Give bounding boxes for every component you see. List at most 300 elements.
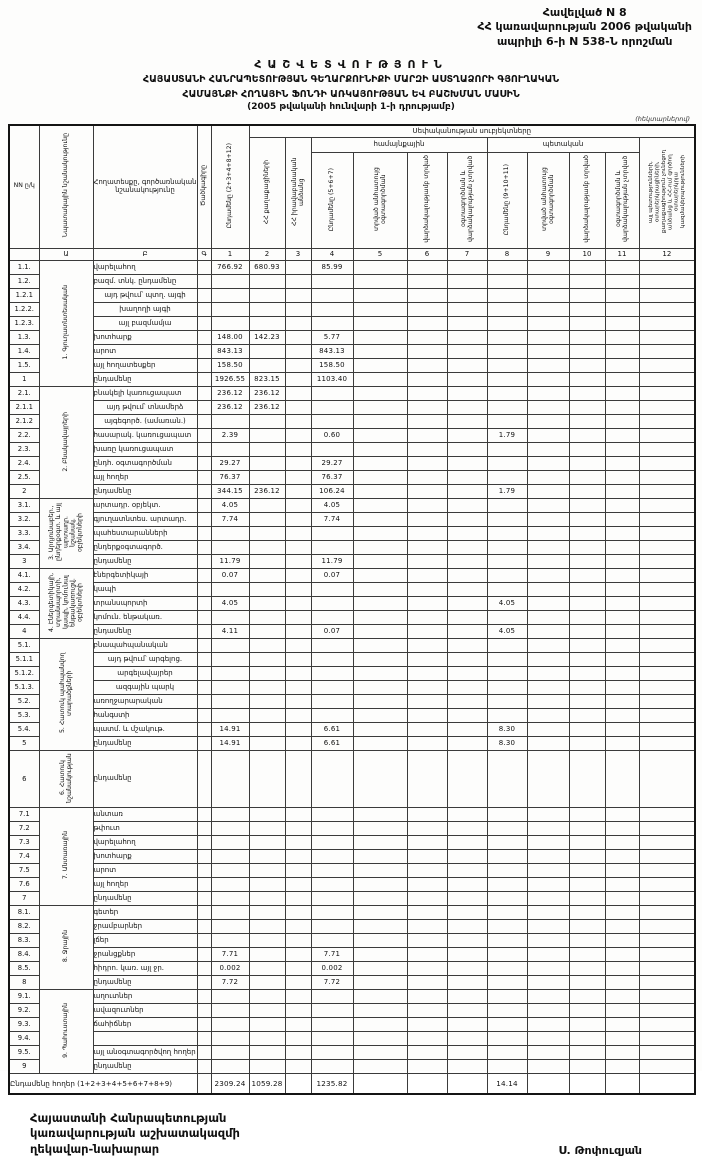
section-label-cell: 8. Ջրային [39, 905, 93, 989]
value-cell [353, 610, 407, 624]
value-cell [487, 933, 527, 947]
value-cell [605, 680, 639, 694]
value-cell [569, 302, 605, 316]
value-cell [353, 582, 407, 596]
value-cell [447, 708, 487, 722]
value-cell [569, 975, 605, 989]
value-cell [605, 526, 639, 540]
value-cell [569, 849, 605, 863]
value-cell: 29.27 [311, 456, 353, 470]
value-cell [407, 1045, 447, 1059]
value-cell: 148.00 [211, 330, 249, 344]
value-cell [527, 863, 569, 877]
value-cell [211, 1031, 249, 1045]
value-cell [569, 358, 605, 372]
code-cell [197, 877, 211, 891]
value-cell [407, 596, 447, 610]
value-cell [447, 722, 487, 736]
value-cell [311, 694, 353, 708]
table-row [9, 414, 695, 428]
table-row [9, 330, 695, 344]
value-cell: 680.93 [249, 260, 285, 274]
value-cell [605, 694, 639, 708]
value-cell [569, 344, 605, 358]
value-cell: 11.79 [311, 554, 353, 568]
value-cell [407, 694, 447, 708]
value-cell [311, 919, 353, 933]
value-cell: 0.002 [311, 961, 353, 975]
value-cell [527, 680, 569, 694]
row-number-cell: 1 [9, 372, 39, 386]
table-row [9, 400, 695, 414]
value-cell [487, 568, 527, 582]
value-cell [311, 638, 353, 652]
row-label-cell: ավազուտներ [93, 1003, 197, 1017]
value-cell [447, 961, 487, 975]
value-cell [487, 947, 527, 961]
value-cell [211, 288, 249, 302]
value-cell [285, 638, 311, 652]
value-cell [447, 484, 487, 498]
value-cell [407, 302, 447, 316]
value-cell [311, 708, 353, 722]
code-cell [197, 316, 211, 330]
code-cell [197, 498, 211, 512]
value-cell [211, 835, 249, 849]
value-cell [639, 652, 695, 666]
value-cell [353, 260, 407, 274]
signature-block [8, 1111, 694, 1158]
table-row [9, 540, 695, 554]
table-row [9, 989, 695, 1003]
code-cell [197, 1017, 211, 1031]
value-cell [527, 694, 569, 708]
value-cell [311, 414, 353, 428]
value-cell [447, 1017, 487, 1031]
value-cell [285, 554, 311, 568]
value-cell [211, 526, 249, 540]
value-cell [407, 736, 447, 750]
value-cell [353, 877, 407, 891]
value-cell [569, 807, 605, 821]
value-cell [211, 274, 249, 288]
row-label-cell: լճեր [93, 933, 197, 947]
value-cell [527, 400, 569, 414]
value-cell [285, 288, 311, 302]
code-cell [197, 863, 211, 877]
value-cell [353, 554, 407, 568]
value-cell [285, 526, 311, 540]
code-cell [197, 1073, 211, 1094]
value-cell [447, 596, 487, 610]
value-cell [249, 919, 285, 933]
value-cell [527, 1045, 569, 1059]
value-cell: 14.91 [211, 736, 249, 750]
value-cell [311, 750, 353, 807]
value-cell [285, 1073, 311, 1094]
value-cell [311, 989, 353, 1003]
value-cell [447, 1045, 487, 1059]
value-cell [487, 666, 527, 680]
value-cell [311, 596, 353, 610]
value-cell [447, 877, 487, 891]
row-number-cell: 7.5 [9, 863, 39, 877]
value-cell: 4.11 [211, 624, 249, 638]
value-cell [407, 470, 447, 484]
value-cell: 0.07 [211, 568, 249, 582]
value-cell [527, 386, 569, 400]
value-cell [569, 989, 605, 1003]
value-cell [639, 694, 695, 708]
col-header-landtype: Հողատեսքը, գործառնական նշանակությունը [93, 125, 197, 249]
value-cell [527, 260, 569, 274]
row-number-cell: 5.3. [9, 708, 39, 722]
value-cell [353, 666, 407, 680]
value-cell [605, 358, 639, 372]
code-cell [197, 288, 211, 302]
value-cell [447, 933, 487, 947]
table-row [9, 877, 695, 891]
value-cell [527, 638, 569, 652]
value-cell [249, 302, 285, 316]
value-cell [285, 624, 311, 638]
value-cell [639, 1003, 695, 1017]
value-cell [527, 905, 569, 919]
column-index-cell: 10 [569, 248, 605, 260]
value-cell [407, 316, 447, 330]
value-cell [527, 947, 569, 961]
row-label-cell: գետեր [93, 905, 197, 919]
row-label-cell: պահեստարանների [93, 526, 197, 540]
value-cell [211, 750, 249, 807]
value-cell [285, 344, 311, 358]
row-label-cell: կապի [93, 582, 197, 596]
row-label-cell: այգեգործ. (ամառան.) [93, 414, 197, 428]
col-header-purpose: Նպատակային նշանակությունը [39, 125, 93, 249]
row-number-cell: 8.5. [9, 961, 39, 975]
value-cell [353, 330, 407, 344]
value-cell [285, 835, 311, 849]
col-subheader: օգտագործման և վարձակալության չտրված [605, 153, 639, 249]
column-index-cell: Ա [39, 248, 93, 260]
col-header-code: Ծածկագիրը [197, 125, 211, 249]
value-cell [569, 1045, 605, 1059]
value-cell [407, 1059, 447, 1073]
value-cell [527, 975, 569, 989]
row-number-cell: 8.4. [9, 947, 39, 961]
row-number-cell: 1.2.1 [9, 288, 39, 302]
value-cell [487, 863, 527, 877]
value-cell [639, 344, 695, 358]
value-cell [447, 863, 487, 877]
value-cell [569, 288, 605, 302]
value-cell [487, 821, 527, 835]
row-number-cell: 7.1 [9, 807, 39, 821]
value-cell: 1059.28 [249, 1073, 285, 1094]
report-as-of-date: (2005 թվականի հունվարի 1-ի դրությամբ) [247, 101, 455, 112]
code-cell [197, 582, 211, 596]
value-cell [447, 849, 487, 863]
value-cell [569, 638, 605, 652]
value-cell [527, 736, 569, 750]
value-cell [353, 736, 407, 750]
table-row [9, 694, 695, 708]
table-row [9, 835, 695, 849]
code-cell [197, 961, 211, 975]
value-cell [211, 540, 249, 554]
value-cell [285, 582, 311, 596]
row-number-cell: 5.1.3. [9, 680, 39, 694]
value-cell [605, 274, 639, 288]
value-cell [249, 1017, 285, 1031]
value-cell [407, 624, 447, 638]
value-cell [353, 933, 407, 947]
value-cell [311, 821, 353, 835]
value-cell [311, 386, 353, 400]
value-cell [311, 680, 353, 694]
value-cell [527, 274, 569, 288]
row-label-cell: ընդամենը [93, 554, 197, 568]
column-index-cell: Բ [93, 248, 197, 260]
row-number-cell: 3.3. [9, 526, 39, 540]
value-cell [407, 919, 447, 933]
value-cell [447, 526, 487, 540]
value-cell [487, 807, 527, 821]
value-cell [605, 722, 639, 736]
value-cell [407, 1017, 447, 1031]
table-row [9, 863, 695, 877]
value-cell [569, 905, 605, 919]
value-cell [569, 274, 605, 288]
row-number-cell: 9.5. [9, 1045, 39, 1059]
row-label-cell: առողջարարական [93, 694, 197, 708]
table-row [9, 624, 695, 638]
value-cell: 7.71 [211, 947, 249, 961]
value-cell [447, 1073, 487, 1094]
code-cell [197, 891, 211, 905]
value-cell [407, 638, 447, 652]
code-cell [197, 835, 211, 849]
row-number-cell: 9.2. [9, 1003, 39, 1017]
value-cell [285, 470, 311, 484]
value-cell [285, 821, 311, 835]
section-label-cell: 7. Անտառային [39, 807, 93, 905]
table-row [9, 1059, 695, 1073]
value-cell [285, 919, 311, 933]
row-number-cell: 2 [9, 484, 39, 498]
value-cell [527, 835, 569, 849]
value-cell [407, 344, 447, 358]
value-cell [407, 610, 447, 624]
value-cell [353, 456, 407, 470]
value-cell [407, 821, 447, 835]
row-label-cell: վարելահող [93, 260, 197, 274]
value-cell [605, 288, 639, 302]
value-cell [407, 414, 447, 428]
value-cell [527, 1003, 569, 1017]
table-row [9, 274, 695, 288]
row-number-cell: 2.5. [9, 470, 39, 484]
value-cell [211, 680, 249, 694]
value-cell [353, 1045, 407, 1059]
value-cell [249, 512, 285, 526]
value-cell [569, 414, 605, 428]
value-cell [605, 919, 639, 933]
value-cell [639, 316, 695, 330]
value-cell [353, 288, 407, 302]
value-cell [249, 358, 285, 372]
value-cell [569, 877, 605, 891]
value-cell: 8.30 [487, 736, 527, 750]
table-row [9, 975, 695, 989]
value-cell [447, 442, 487, 456]
signatory-name: Ս. Թոփուզյան [558, 1143, 642, 1157]
report-subtitle-line1: ՀԱՅԱՍՏԱՆԻ ՀԱՆՐԱՊԵՏՈՒԹՅԱՆ ԳԵՂԱՐՔՈՒՆԻՔԻ ՄԱՐԶԻ ԱՍՏՂԱՁՈՐԻ ԳՅՈՒՂԱԿԱՆ [142, 73, 560, 85]
row-number-cell: 7.3 [9, 835, 39, 849]
value-cell [407, 807, 447, 821]
value-cell [311, 582, 353, 596]
value-cell [249, 428, 285, 442]
value-cell [639, 1073, 695, 1094]
table-row [9, 484, 695, 498]
row-label-cell: այդ թվում՝ արգելոց. [93, 652, 197, 666]
value-cell [249, 666, 285, 680]
value-cell [527, 891, 569, 905]
value-cell [407, 484, 447, 498]
value-cell [211, 666, 249, 680]
value-cell [447, 582, 487, 596]
value-cell [353, 891, 407, 905]
value-cell: 344.15 [211, 484, 249, 498]
row-number-cell: 4.2. [9, 582, 39, 596]
value-cell [353, 316, 407, 330]
value-cell [407, 905, 447, 919]
value-cell [605, 372, 639, 386]
row-number-cell: 7.4 [9, 849, 39, 863]
value-cell [487, 1017, 527, 1031]
value-cell [211, 891, 249, 905]
value-cell [639, 1059, 695, 1073]
value-cell [569, 1003, 605, 1017]
value-cell: 158.50 [311, 358, 353, 372]
value-cell [569, 484, 605, 498]
value-cell [311, 274, 353, 288]
value-cell [605, 456, 639, 470]
value-cell [487, 891, 527, 905]
code-cell [197, 933, 211, 947]
value-cell [407, 666, 447, 680]
value-cell [447, 807, 487, 821]
value-cell [527, 540, 569, 554]
column-index-cell: 9 [527, 248, 569, 260]
value-cell [569, 863, 605, 877]
row-number-cell: 8.2. [9, 919, 39, 933]
row-number-cell: 8.1. [9, 905, 39, 919]
table-row [9, 722, 695, 736]
value-cell [285, 484, 311, 498]
value-cell [285, 1017, 311, 1031]
row-number-cell: 5.1.2. [9, 666, 39, 680]
appendix-line: Հավելված N 8 [542, 6, 627, 19]
value-cell [407, 554, 447, 568]
code-cell [197, 975, 211, 989]
code-cell [197, 414, 211, 428]
value-cell [311, 540, 353, 554]
value-cell [447, 975, 487, 989]
value-cell [211, 582, 249, 596]
value-cell [487, 512, 527, 526]
value-cell [527, 316, 569, 330]
value-cell [639, 582, 695, 596]
signatory-title [30, 1111, 240, 1158]
appendix-header [477, 6, 692, 49]
value-cell [605, 344, 639, 358]
value-cell: 142.23 [249, 330, 285, 344]
row-number-cell: 8.3. [9, 933, 39, 947]
value-cell: 29.27 [211, 456, 249, 470]
value-cell [569, 1073, 605, 1094]
value-cell [249, 708, 285, 722]
code-cell [197, 1045, 211, 1059]
code-cell [197, 610, 211, 624]
value-cell [407, 722, 447, 736]
value-cell [211, 807, 249, 821]
value-cell [407, 849, 447, 863]
table-row [9, 386, 695, 400]
value-cell [407, 835, 447, 849]
value-cell [639, 722, 695, 736]
table-row [9, 849, 695, 863]
value-cell [353, 708, 407, 722]
value-cell [353, 1031, 407, 1045]
value-cell [527, 1017, 569, 1031]
value-cell [407, 358, 447, 372]
code-cell [197, 358, 211, 372]
value-cell [311, 610, 353, 624]
value-cell [211, 638, 249, 652]
value-cell [407, 947, 447, 961]
value-cell [311, 835, 353, 849]
value-cell [605, 386, 639, 400]
value-cell [605, 736, 639, 750]
row-label-cell: հիդրո. կառ. այլ ջր. [93, 961, 197, 975]
units-note: (հեկտարներով) [635, 114, 690, 123]
signatory-line: ղեկավար-նախարար [30, 1141, 160, 1156]
value-cell [527, 807, 569, 821]
value-cell [487, 456, 527, 470]
value-cell [407, 652, 447, 666]
value-cell: 8.30 [487, 722, 527, 736]
value-cell [605, 442, 639, 456]
value-cell: 236.12 [211, 400, 249, 414]
value-cell [249, 1045, 285, 1059]
value-cell [487, 498, 527, 512]
value-cell [487, 582, 527, 596]
value-cell [311, 302, 353, 316]
value-cell [353, 989, 407, 1003]
value-cell [447, 821, 487, 835]
section-label-cell: 2. Բնակավայրերի [39, 386, 93, 498]
value-cell [605, 1073, 639, 1094]
value-cell [407, 975, 447, 989]
value-cell [407, 680, 447, 694]
table-row [9, 344, 695, 358]
code-cell [197, 708, 211, 722]
value-cell [487, 400, 527, 414]
value-cell [639, 961, 695, 975]
table-row [9, 302, 695, 316]
column-index-cell [9, 248, 39, 260]
